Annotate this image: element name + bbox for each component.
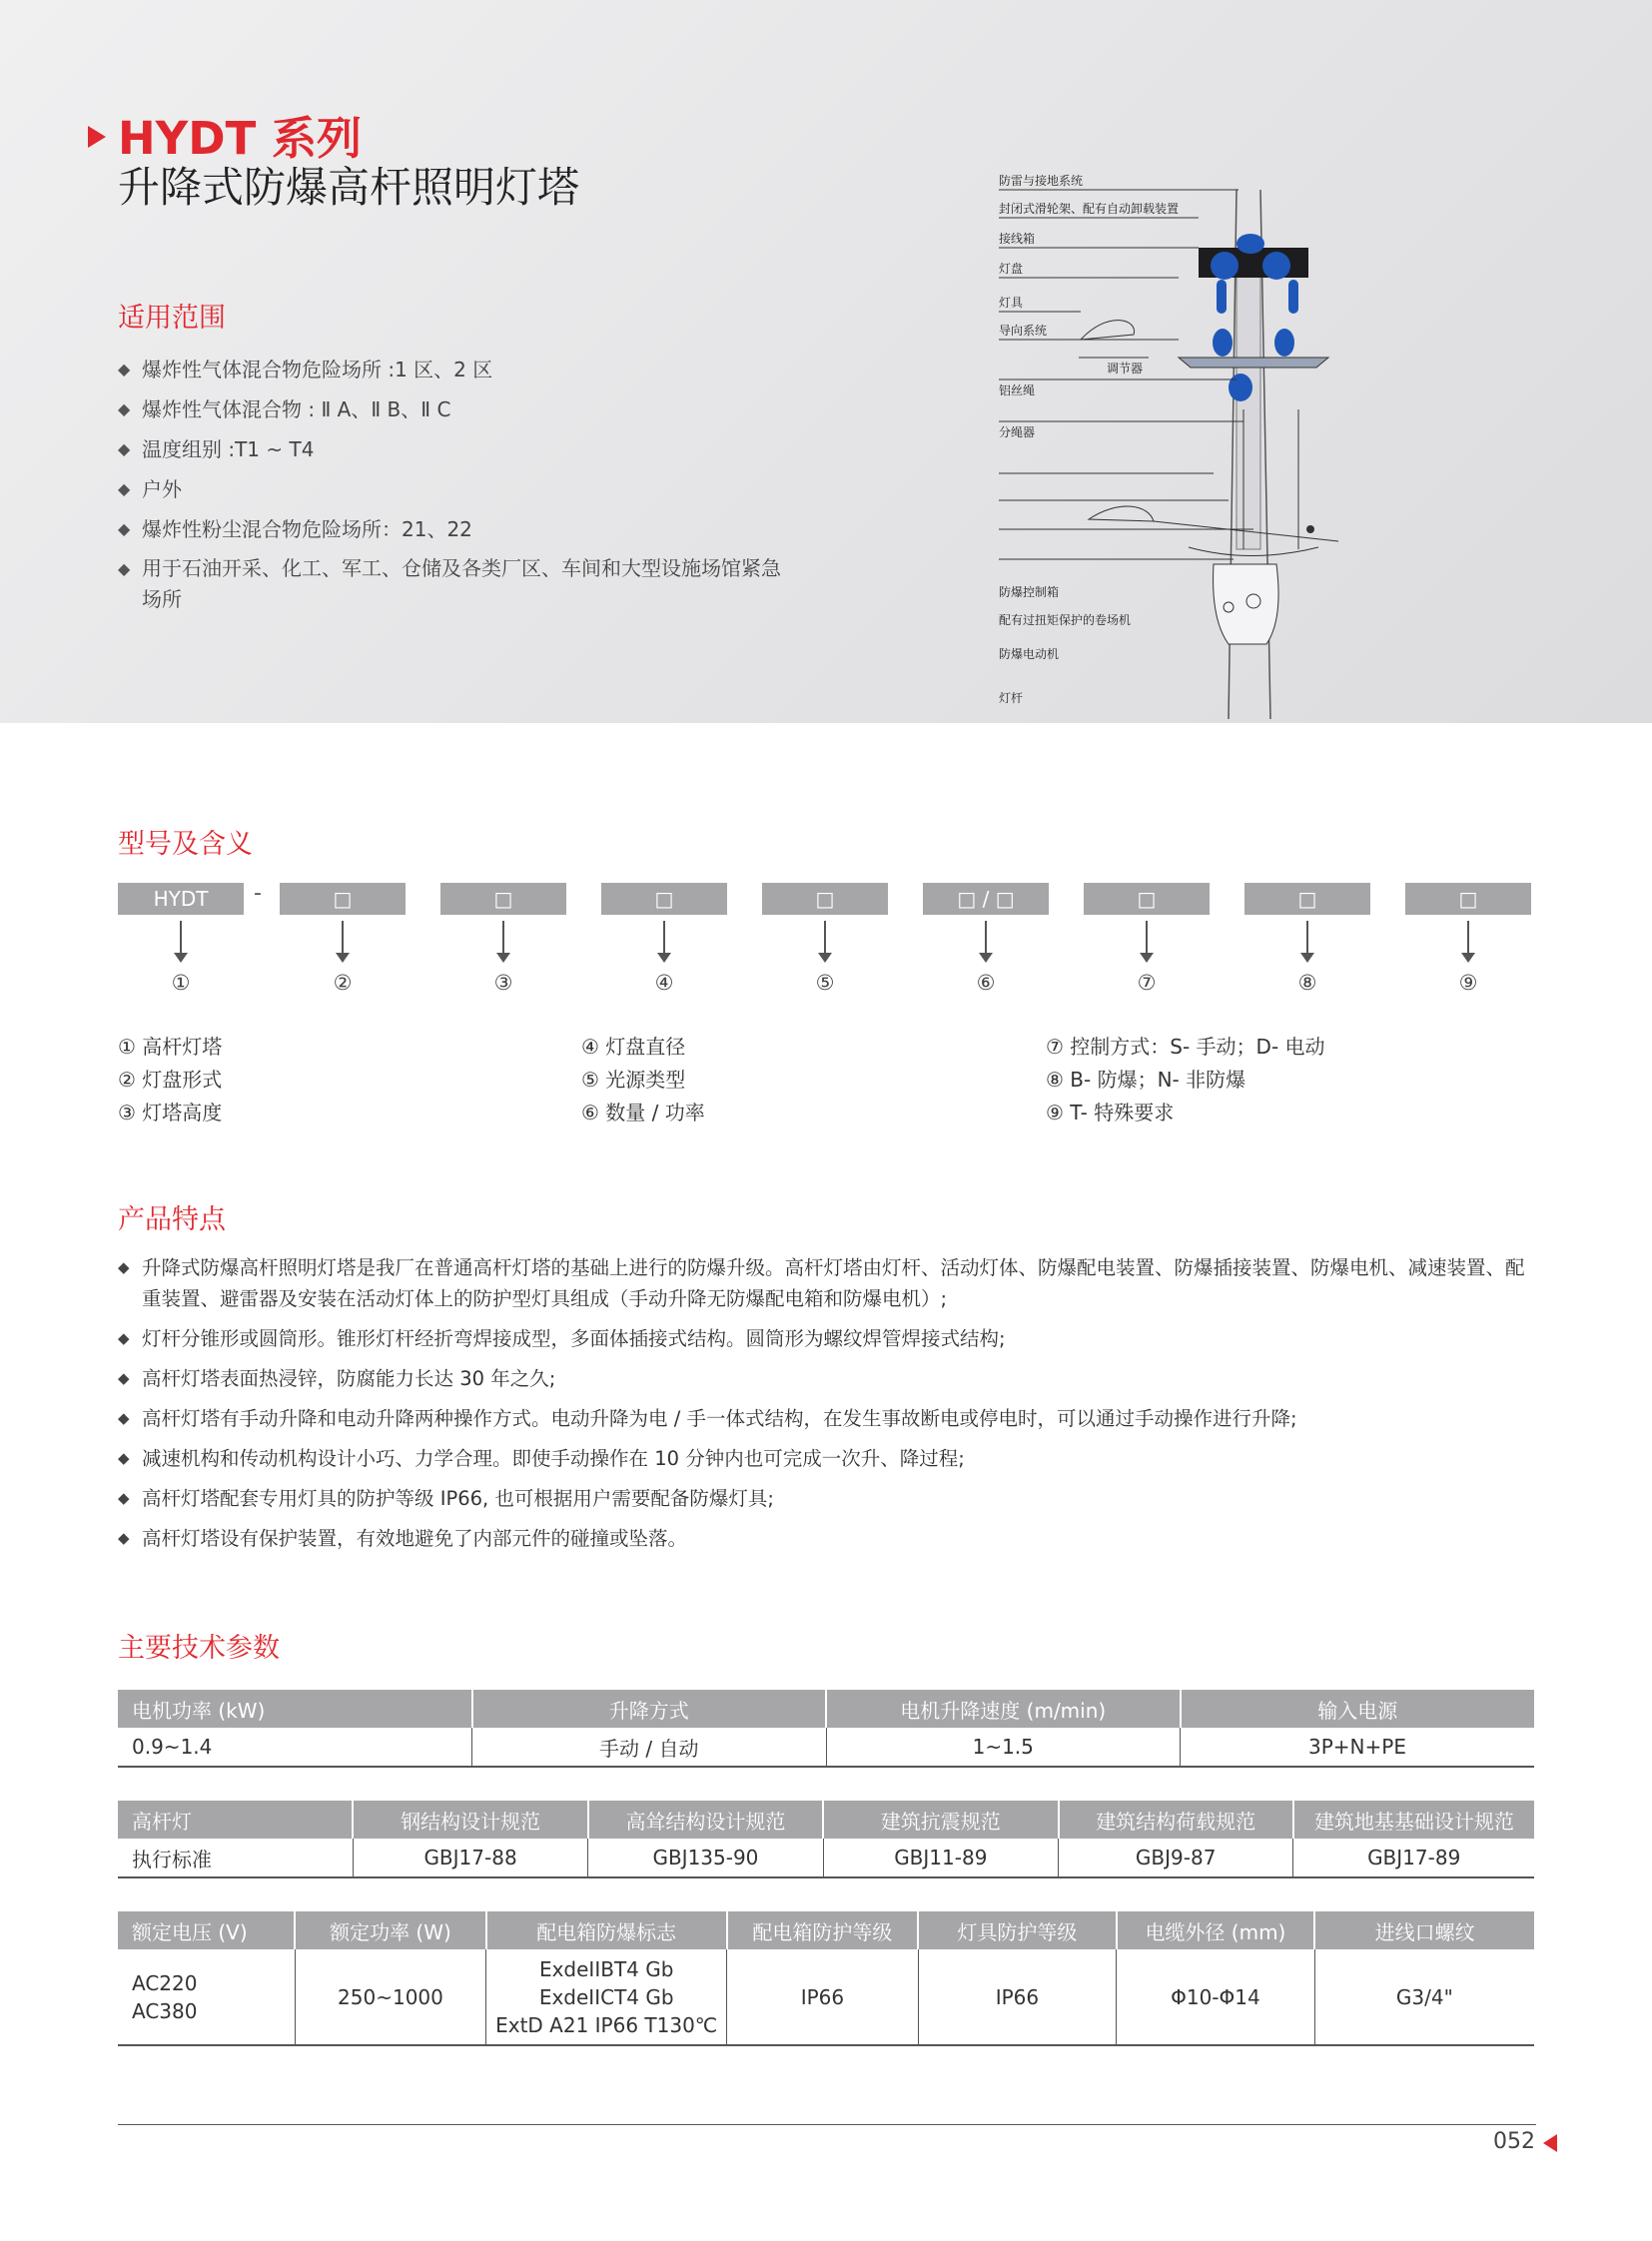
code-number: ② <box>333 971 353 995</box>
table-header: 配电箱防护等级 <box>727 1911 918 1949</box>
arrow-down-icon <box>180 921 182 959</box>
diagram-label: 灯盘 <box>999 262 1024 276</box>
arrow-down-icon <box>1467 921 1469 959</box>
meaning-item: ⑧ B- 防爆；N- 非防爆 <box>1046 1068 1246 1092</box>
list-item: ◆ 高杆灯塔有手动升降和电动升降两种操作方式。电动升降为电 / 手一体式结构，在发生事故断电或停电时，可以通过手动操作进行升降; <box>118 1403 1536 1434</box>
model-heading: 型号及含义 <box>118 829 253 860</box>
code-box-8: □ <box>1244 883 1370 915</box>
table-header: 钢结构设计规范 <box>353 1801 587 1839</box>
diagram-label: 配有过扭矩保护的卷场机 <box>999 613 1132 627</box>
list-item: ◆ 高杆灯塔表面热浸锌，防腐能力长达 30 年之久; <box>118 1363 1536 1394</box>
diagram-label: 防爆控制箱 <box>999 585 1060 599</box>
table-header: 升降方式 <box>472 1690 827 1728</box>
diagram-label: 接线箱 <box>999 232 1036 246</box>
code-number: ① <box>171 971 191 995</box>
table-header: 高杆灯 <box>118 1801 353 1839</box>
code-number: ⑧ <box>1297 971 1317 995</box>
table-header: 灯具防护等级 <box>918 1911 1117 1949</box>
features-heading: 产品特点 <box>118 1204 226 1235</box>
meaning-item: ⑦ 控制方式：S- 手动；D- 电动 <box>1046 1035 1325 1059</box>
table-header: 电缆外径 (mm) <box>1117 1911 1315 1949</box>
list-item: ◆ 户外 <box>118 469 777 509</box>
page-marker-icon <box>1543 2134 1557 2152</box>
diagram-label: 封闭式滑轮架、配有自动卸载装置 <box>999 202 1180 216</box>
list-item: ◆ 爆炸性粉尘混合物危险场所：21、22 <box>118 509 777 549</box>
meaning-item: ④ 灯盘直径 <box>581 1035 686 1059</box>
code-number: ⑥ <box>976 971 996 995</box>
code-number: ③ <box>493 971 513 995</box>
table-row <box>118 1839 1534 1877</box>
specs-heading: 主要技术参数 <box>118 1633 280 1664</box>
table-row <box>118 1949 1534 2045</box>
diagram-label: 灯杆 <box>999 691 1024 705</box>
scope-list <box>118 350 781 615</box>
arrow-down-icon <box>1146 921 1148 959</box>
code-box-1: HYDT <box>118 883 244 915</box>
code-box-5: □ <box>762 883 888 915</box>
arrow-down-icon <box>985 921 987 959</box>
code-box-2: □ <box>280 883 406 915</box>
tower-drawing <box>999 170 1358 719</box>
list-item: ◆ 爆炸性气体混合物 : Ⅱ A、Ⅱ B、Ⅱ C <box>118 389 777 429</box>
list-item: ◆ 温度组别 :T1 ~ T4 <box>118 429 777 469</box>
series-title: HYDT 系列 <box>88 102 362 167</box>
footer-divider <box>118 2124 1536 2125</box>
arrow-down-icon <box>342 921 344 959</box>
table-cell <box>118 1949 295 2045</box>
scope-heading: 适用范围 <box>118 303 226 334</box>
spec-table-standards <box>118 1801 1534 1878</box>
arrow-down-icon <box>1306 921 1308 959</box>
table-header: 电机升降速度 (m/min) <box>826 1690 1181 1728</box>
arrow-down-icon <box>502 921 504 959</box>
code-number: ④ <box>654 971 674 995</box>
table-header: 建筑地基基础设计规范 <box>1293 1801 1534 1839</box>
code-box-3: □ <box>440 883 566 915</box>
table-header-row <box>118 1801 1534 1839</box>
code-number: ⑦ <box>1137 971 1157 995</box>
meaning-item: ⑥ 数量 / 功率 <box>581 1101 705 1124</box>
list-item: ◆ 爆炸性气体混合物危险场所 :1 区、2 区 <box>118 350 777 389</box>
code-number: ⑤ <box>815 971 835 995</box>
voltage-value: AC220 <box>132 1970 198 1995</box>
ex-mark: ExtD A21 IP66 T130℃ <box>495 2012 718 2037</box>
spec-table-motor <box>118 1690 1534 1768</box>
table-cell: IP66 <box>727 1949 918 2045</box>
table-header: 建筑结构荷载规范 <box>1059 1801 1293 1839</box>
table-cell: GBJ17-88 <box>353 1839 587 1877</box>
table-header: 配电箱防爆标志 <box>486 1911 727 1949</box>
diagram-label: 防雷与接地系统 <box>999 174 1084 188</box>
table-cell: 0.9~1.4 <box>118 1728 472 1767</box>
page-number: 052 <box>1493 2129 1535 2154</box>
diagram-label: 调节器 <box>1107 362 1144 375</box>
features-list <box>118 1252 1536 1563</box>
table-cell: GBJ135-90 <box>588 1839 823 1877</box>
table-header: 额定电压 (V) <box>118 1911 295 1949</box>
table-header: 进线口螺纹 <box>1314 1911 1534 1949</box>
table-cell: G3/4" <box>1314 1949 1534 2045</box>
code-box-7: □ <box>1084 883 1210 915</box>
arrow-down-icon <box>663 921 665 959</box>
product-title: 升降式防爆高杆照明灯塔 <box>118 163 580 212</box>
arrow-down-icon <box>824 921 826 959</box>
meaning-item: ⑤ 光源类型 <box>581 1068 686 1092</box>
meaning-item: ③ 灯塔高度 <box>118 1101 223 1124</box>
table-cell: GBJ9-87 <box>1059 1839 1293 1877</box>
table-header-row <box>118 1690 1534 1728</box>
diagram-label: 导向系统 <box>999 324 1048 338</box>
meaning-item: ① 高杆灯塔 <box>118 1035 223 1059</box>
triangle-marker-icon <box>88 126 106 148</box>
diagram-label: 防爆电动机 <box>999 647 1060 661</box>
table-cell: 1~1.5 <box>826 1728 1181 1767</box>
list-item: ◆ 高杆灯塔设有保护装置，有效地避免了内部元件的碰撞或坠落。 <box>118 1523 1536 1554</box>
table-cell: IP66 <box>918 1949 1117 2045</box>
table-cell: 手动 / 自动 <box>472 1728 827 1767</box>
meaning-item: ⑨ T- 特殊要求 <box>1046 1101 1175 1124</box>
diagram-label: 灯具 <box>999 296 1024 310</box>
list-item: ◆ 高杆灯塔配套专用灯具的防护等级 IP66, 也可根据用户需要配备防爆灯具; <box>118 1483 1536 1514</box>
table-cell: 250~1000 <box>295 1949 485 2045</box>
table-row <box>118 1728 1534 1767</box>
diagram-label: 铝丝绳 <box>999 383 1036 397</box>
table-cell: GBJ17-89 <box>1293 1839 1534 1877</box>
list-item: ◆ 灯杆分锥形或圆筒形。锥形灯杆经折弯焊接成型，多面体插接式结构。圆筒形为螺纹焊管焊接式结构; <box>118 1323 1536 1354</box>
table-header-row <box>118 1911 1534 1949</box>
list-item: ◆ 升降式防爆高杆照明灯塔是我厂在普通高杆灯塔的基础上进行的防爆升级。高杆灯塔由灯杆、活动灯体、防爆配电装置、防爆插接装置、防爆电机、减速装置、配重装置、避雷器及安装在活动灯体上的防护型灯具组成（手动升降无防爆配电箱和防爆电机）; <box>118 1252 1536 1314</box>
voltage-value: AC380 <box>132 1998 198 2023</box>
table-cell: 执行标准 <box>118 1839 353 1877</box>
light-tower-diagram <box>999 170 1358 719</box>
meaning-item: ② 灯盘形式 <box>118 1068 223 1092</box>
ex-mark: ExdeIICT4 Gb <box>538 1984 674 2009</box>
table-header: 高耸结构设计规范 <box>588 1801 823 1839</box>
table-header: 电机功率 (kW) <box>118 1690 472 1728</box>
code-box-6: □ / □ <box>923 883 1049 915</box>
table-cell: 3P+N+PE <box>1181 1728 1535 1767</box>
table-header: 输入电源 <box>1181 1690 1535 1728</box>
ex-mark: ExdeIIBT4 Gb <box>538 1956 674 1981</box>
code-box-4: □ <box>601 883 727 915</box>
table-cell <box>486 1949 727 2045</box>
table-cell: Φ10-Φ14 <box>1117 1949 1315 2045</box>
code-box-9: □ <box>1405 883 1531 915</box>
diagram-label: 分绳器 <box>999 425 1036 439</box>
code-dash: - <box>254 881 262 906</box>
table-cell: GBJ11-89 <box>823 1839 1058 1877</box>
table-header: 额定功率 (W) <box>295 1911 485 1949</box>
table-header: 建筑抗震规范 <box>823 1801 1058 1839</box>
list-item: ◆ 用于石油开采、化工、军工、仓储及各类厂区、车间和大型设施场馆紧急场所 <box>118 553 781 615</box>
list-item: ◆ 减速机构和传动机构设计小巧、力学合理。即使手动操作在 10 分钟内也可完成一次升、降过程; <box>118 1443 1536 1474</box>
code-number: ⑨ <box>1458 971 1478 995</box>
spec-table-electrical <box>118 1911 1534 2046</box>
